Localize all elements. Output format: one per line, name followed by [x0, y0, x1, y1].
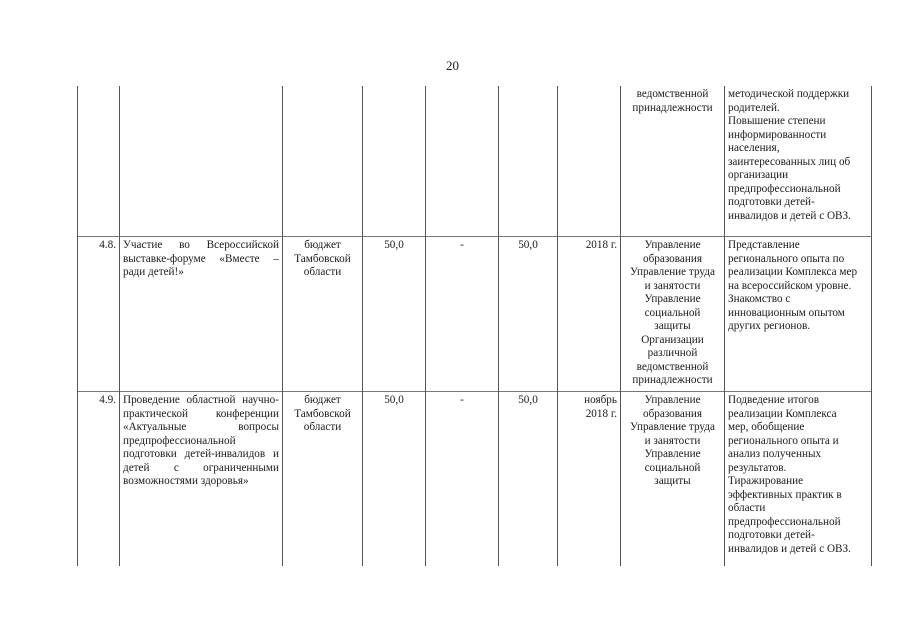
result-line: предпрофессиональной: [728, 182, 841, 195]
executor-line: социальной: [644, 306, 701, 319]
result-line: других регионов.: [728, 320, 811, 332]
funding-total: [363, 86, 426, 237]
funding-federal: -: [426, 392, 499, 567]
row-number: [78, 86, 120, 237]
row-number: 4.8.: [78, 237, 120, 392]
executors-cell: [621, 237, 725, 392]
funding-federal: [426, 86, 499, 237]
result-line: родителей.: [728, 101, 780, 114]
executor-line: образования: [642, 407, 702, 420]
result-line: Подведение итогов: [728, 394, 819, 406]
executor-line: различной: [647, 347, 698, 359]
result-line: на всероссийском уровне.: [728, 279, 852, 292]
result-line: Представление: [728, 239, 800, 251]
funding-regional: [499, 86, 558, 237]
measure-name: [120, 86, 283, 237]
result-line: предпрофессиональной: [728, 515, 841, 528]
result-line: Повышение степени: [728, 115, 826, 127]
result-line: подготовки детей-: [728, 529, 815, 541]
result-line: организации: [728, 169, 789, 181]
executor-line: Управление: [644, 394, 701, 406]
table-row: [78, 86, 872, 237]
executor-line: и занятости: [644, 279, 701, 292]
row-number: 4.9.: [78, 392, 120, 567]
funding-regional: 50,0: [499, 392, 558, 567]
executor-line: защиты: [654, 320, 691, 332]
executor-line: принадлежности: [632, 374, 713, 386]
executor-line: социальной: [644, 461, 701, 474]
result-line: регионального опыта и: [728, 434, 839, 447]
executors-cell: [621, 86, 725, 237]
result-line: мер, обобщение: [728, 421, 805, 433]
executor-line: образования: [642, 252, 702, 265]
measure-name: Проведение областной научно-практической конференции «Актуальные вопросы предпрофессиональной подготовки детей-инвалидов и детей с ограниченными возможностями здоровья»: [120, 392, 283, 567]
result-line: реализации Комплекса: [728, 407, 837, 420]
result-line: результатов.: [728, 461, 787, 474]
result-line: эффективных практик в: [728, 488, 842, 501]
result-line: подготовки детей-: [728, 196, 815, 208]
measures-table: [77, 86, 872, 566]
result-line: инвалидов и детей с ОВЗ.: [728, 542, 851, 555]
result-line: инновационным опытом: [728, 306, 845, 319]
executor-line: защиты: [654, 475, 691, 487]
result-line: области: [728, 502, 766, 514]
deadline: [558, 86, 621, 237]
results-cell: [725, 392, 872, 567]
results-cell: [725, 86, 872, 237]
funding-source: бюджет Тамбовской области: [283, 237, 363, 392]
result-line: инвалидов и детей с ОВЗ.: [728, 209, 851, 222]
table-row: [78, 237, 872, 392]
measure-name: Участие во Всероссийской выставке-форуме «Вместе – ради детей!»: [120, 237, 283, 392]
result-line: методической поддержки: [728, 88, 850, 100]
table-row: [78, 392, 872, 567]
result-line: населения,: [728, 142, 780, 154]
executor-line: Управление: [644, 239, 701, 251]
result-line: Знакомство с: [728, 293, 791, 305]
executor-line: и занятости: [644, 434, 701, 447]
executor-line: ведомственной: [636, 88, 709, 100]
executor-line: принадлежности: [632, 101, 713, 114]
deadline: ноябрь 2018 г.: [558, 392, 621, 567]
result-line: заинтересованных лиц об: [728, 155, 851, 168]
funding-regional: 50,0: [499, 237, 558, 392]
executor-line: Управление: [644, 293, 701, 305]
result-line: Тиражирование: [728, 475, 804, 487]
result-line: регионального опыта по: [728, 252, 845, 265]
funding-source: [283, 86, 363, 237]
executor-line: Управление труда: [630, 421, 715, 433]
executor-line: Организации: [641, 333, 704, 346]
result-line: анализ полученных: [728, 448, 822, 460]
deadline: 2018 г.: [558, 237, 621, 392]
executor-line: ведомственной: [636, 360, 709, 373]
funding-total: 50,0: [363, 392, 426, 567]
executors-cell: [621, 392, 725, 567]
executor-line: Управление: [644, 448, 701, 460]
result-line: информированности: [728, 128, 827, 141]
page-number: 20: [446, 58, 459, 73]
results-cell: [725, 237, 872, 392]
result-line: реализации Комплекса мер: [728, 266, 858, 278]
funding-federal: -: [426, 237, 499, 392]
funding-total: 50,0: [363, 237, 426, 392]
executor-line: Управление труда: [630, 266, 715, 278]
funding-source: бюджет Тамбовской области: [283, 392, 363, 567]
